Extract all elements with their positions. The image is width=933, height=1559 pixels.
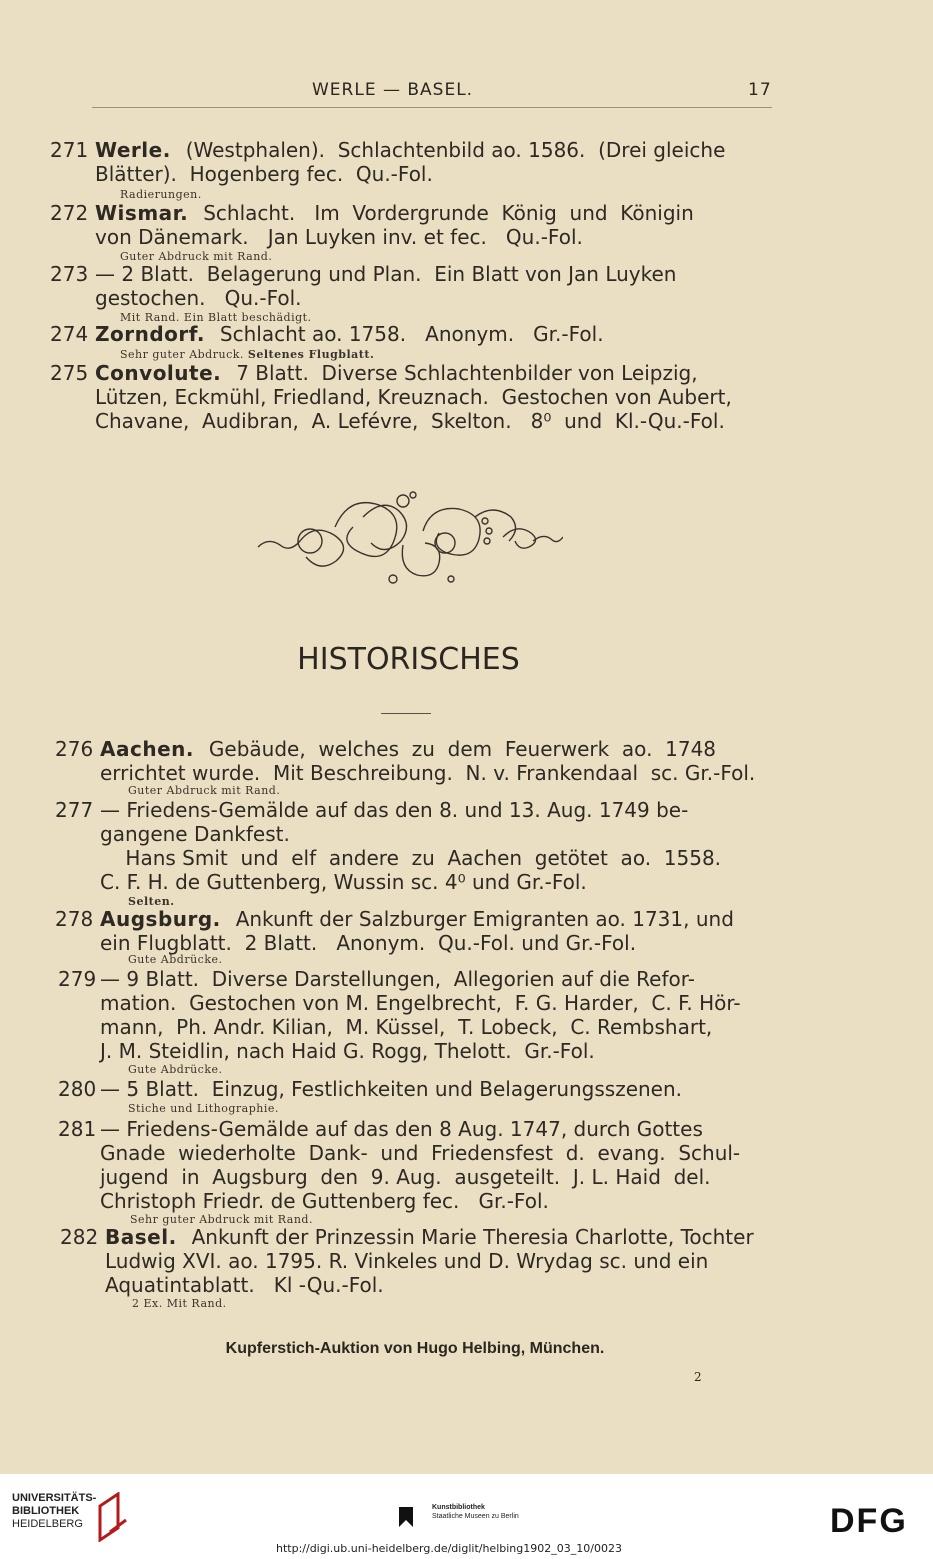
entry-text: (Westphalen). Schlachtenbild ao. 1586. (Drei gleiche [185, 138, 726, 162]
entry-text-line [100, 1015, 712, 1039]
entry-text: errichtet wurde. Mit Beschreibung. N. v. Frankendaal sc. Gr.-Fol. [100, 761, 756, 785]
entry-text-line [100, 1165, 711, 1189]
entry-note-highlight: Seltenes Flugblatt. [247, 348, 375, 361]
entry-text: — 5 Blatt. Einzug, Festlichkeiten und Belagerungsszenen. [100, 1077, 683, 1101]
entry-text-line [100, 1077, 682, 1101]
entry-text: gestochen. Qu.-Fol. [95, 286, 302, 310]
entry-text: von Dänemark. Jan Luyken inv. et fec. Qu.-Fol. [95, 225, 583, 249]
entry-text-line [100, 798, 688, 822]
entry-number: 281 [58, 1117, 97, 1141]
footer-auction-line: Kupferstich-Auktion von Hugo Helbing, München. [225, 1340, 605, 1357]
entry-text: mation. Gestochen von M. Engelbrecht, F. G. Harder, C. F. Hör- [100, 991, 741, 1015]
kb-logo-line: Staatliche Museen zu Berlin [432, 1513, 519, 1520]
entry-text: — Friedens-Gemälde auf das den 8. und 13. Aug. 1749 be- [100, 798, 689, 822]
entry-text: Christoph Friedr. de Guttenberg fec. Gr.-Fol. [100, 1189, 549, 1213]
entry-text: Lützen, Eckmühl, Friedland, Kreuznach. Gestochen von Aubert, [95, 385, 732, 409]
entry-text-line [95, 385, 732, 409]
kunstbibliothek-icon [398, 1506, 414, 1528]
entry-text-line [95, 286, 302, 310]
entry-text: Ludwig XVI. ao. 1795. R. Vinkeles und D. Wrydag sc. und ein [105, 1249, 709, 1273]
entry-number: 279 [58, 967, 97, 991]
entry-text-line [95, 225, 583, 249]
entry-keyword: Wismar. [95, 201, 204, 225]
ub-logo-line: BIBLIOTHEK [12, 1505, 80, 1517]
entry-note: Sehr guter Abdruck mit Rand. [130, 1213, 313, 1226]
entry-text: Gebäude, welches zu dem Feuerwerk ao. 1748 [208, 737, 717, 761]
entry-text-line [95, 409, 725, 433]
entry-keyword: Zorndorf. [95, 322, 220, 346]
entry-number: 278 [55, 907, 94, 931]
ub-logo-line: HEIDELBERG [12, 1518, 83, 1530]
entry-text-line [100, 870, 587, 894]
entry-text: 7 Blatt. Diverse Schlachtenbilder von Leipzig, [236, 361, 698, 385]
entry-text-line [105, 1273, 384, 1297]
entry-keyword: Augsburg. [100, 907, 236, 931]
entry-note: Gute Abdrücke. [128, 1063, 223, 1076]
entry-text-line [100, 761, 755, 785]
entry-text: Chavane, Audibran, A. Lefévre, Skelton. 8⁰ und Kl.-Qu.-Fol. [95, 409, 725, 433]
running-header-page-number: 17 [748, 80, 772, 100]
entry-text: Aquatintablatt. Kl -Qu.-Fol. [105, 1273, 384, 1297]
entry-text-line [95, 201, 694, 225]
entry-number: 273 [50, 262, 89, 286]
ub-heidelberg-logo[interactable] [12, 1492, 96, 1531]
entry-text: Gnade wiederholte Dank- und Friedensfest d. evang. Schul- [100, 1141, 741, 1165]
entry-keyword: Werle. [95, 138, 186, 162]
entry-text: — 9 Blatt. Diverse Darstellungen, Allegorien auf die Refor- [100, 967, 695, 991]
entry-number: 280 [58, 1077, 97, 1101]
entry-text: Schlacht. Im Vordergrunde König und Königin [203, 201, 694, 225]
entry-text: mann, Ph. Andr. Kilian, M. Küssel, T. Lobeck, C. Rembshart, [100, 1015, 713, 1039]
entry-number: 282 [60, 1225, 99, 1249]
entry-note: Stiche und Lithographie. [128, 1102, 279, 1115]
entry-number: 272 [50, 201, 89, 225]
entry-text-line [95, 262, 676, 286]
entry-text: ein Flugblatt. 2 Blatt. Anonym. Qu.-Fol. und Gr.-Fol. [100, 931, 637, 955]
dfg-logo[interactable]: DFG [830, 1502, 908, 1540]
ub-logo-line: UNIVERSITÄTS- [12, 1492, 97, 1504]
entry-number: 275 [50, 361, 89, 385]
entry-text: Blätter). Hogenberg fec. Qu.-Fol. [95, 162, 433, 186]
entry-keyword: Basel. [105, 1225, 192, 1249]
entry-text-line [100, 737, 716, 761]
entry-note: Guter Abdruck mit Rand. [120, 250, 273, 263]
entry-text-line [100, 1117, 703, 1141]
ornament-flourish [253, 487, 563, 587]
entry-text: gangene Dankfest. [100, 822, 290, 846]
entry-text-line [100, 1189, 549, 1213]
entry-text: — 2 Blatt. Belagerung und Plan. Ein Blatt von Jan Luyken [95, 262, 677, 286]
entry-text: C. F. H. de Guttenberg, Wussin sc. 4⁰ und Gr.-Fol. [100, 870, 587, 894]
signature-mark: 2 [694, 1370, 702, 1384]
entry-note: Gute Abdrücke. [128, 953, 223, 966]
entry-text: J. M. Steidlin, nach Haid G. Rogg, Thelott. Gr.-Fol. [100, 1039, 595, 1063]
entry-note: Sehr guter Abdruck. Seltenes Flugblatt. [120, 348, 375, 361]
entry-note: Guter Abdruck mit Rand. [128, 784, 281, 797]
entry-text: Schlacht ao. 1758. Anonym. Gr.-Fol. [219, 322, 604, 346]
kb-logo-line: Kunstbibliothek [432, 1504, 485, 1511]
entry-number: 271 [50, 138, 89, 162]
permalink-url[interactable]: http://digi.ub.uni-heidelberg.de/diglit/helbing1902_03_10/0023 [276, 1542, 622, 1555]
entry-text-line [95, 162, 433, 186]
entry-text-line [95, 138, 725, 162]
heading-rule [381, 713, 431, 714]
section-heading: HISTORISCHES [297, 642, 520, 677]
entry-number: 277 [55, 798, 94, 822]
entry-text-line [100, 967, 695, 991]
entry-number: 274 [50, 322, 89, 346]
entry-note: Radierungen. [120, 188, 202, 201]
entry-note: 2 Ex. Mit Rand. [132, 1297, 227, 1310]
entry-text-line [100, 822, 290, 846]
entry-text: jugend in Augsburg den 9. Aug. ausgeteilt. J. L. Haid del. [100, 1165, 711, 1189]
entry-text-line [105, 1249, 708, 1273]
entry-number: 276 [55, 737, 94, 761]
entry-text-line [100, 1141, 740, 1165]
entry-text-line [100, 991, 741, 1015]
entry-text: — Friedens-Gemälde auf das den 8 Aug. 1747, durch Gottes [100, 1117, 703, 1141]
entry-text-line [95, 361, 698, 385]
entry-text: Hans Smit und elf andere zu Aachen getötet ao. 1558. [100, 846, 722, 870]
entry-text-line [105, 1225, 754, 1249]
entry-text-line [100, 907, 734, 931]
entry-keyword: Convolute. [95, 361, 237, 385]
entry-text-line [100, 1039, 595, 1063]
kunstbibliothek-logo[interactable] [432, 1503, 519, 1521]
entry-text-line [100, 931, 636, 955]
header-rule [92, 107, 772, 108]
entry-text: Ankunft der Salzburger Emigranten ao. 1731, und [235, 907, 734, 931]
entry-note-highlight: Selten. [128, 895, 175, 908]
entry-text: Ankunft der Prinzessin Marie Theresia Charlotte, Tochter [191, 1225, 754, 1249]
entry-text-line [95, 322, 604, 346]
ub-logo-icon [96, 1492, 130, 1542]
entry-keyword: Aachen. [100, 737, 209, 761]
entry-text-line [100, 846, 721, 870]
entry-note: Mit Rand. Ein Blatt beschädigt. [120, 311, 312, 324]
running-header-title: WERLE — BASEL. [312, 80, 474, 100]
